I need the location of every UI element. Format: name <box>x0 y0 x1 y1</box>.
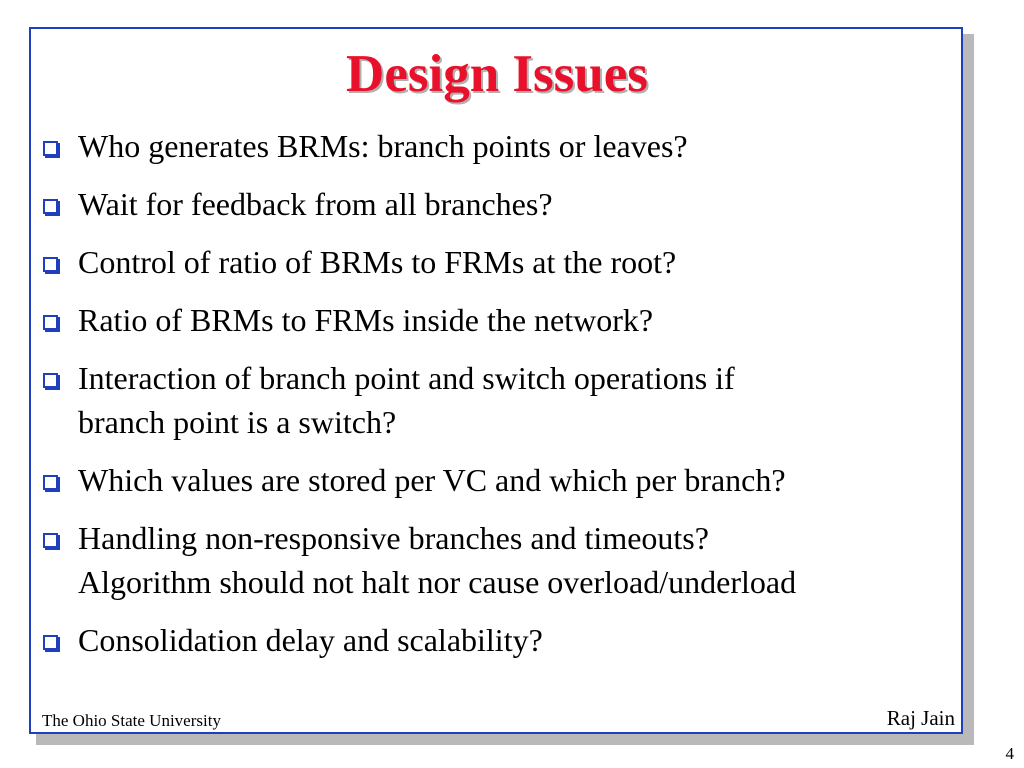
hollow-square-bullet-icon <box>43 141 58 156</box>
bullet-text-continuation: Algorithm should not halt nor cause overload/underload <box>78 564 797 600</box>
bullet-item <box>40 618 975 662</box>
footer-institution: The Ohio State University <box>42 711 221 730</box>
footer-author: Raj Jain <box>886 706 955 730</box>
bullet-item <box>40 298 975 342</box>
page-number: 4 <box>1005 744 1014 763</box>
bullet-text: Control of ratio of BRMs to FRMs at the root? <box>78 244 677 280</box>
hollow-square-bullet-icon <box>43 635 58 650</box>
bullet-item <box>40 458 975 502</box>
bullet-text: Who generates BRMs: branch points or leaves? <box>78 128 688 164</box>
bullet-text: Consolidation delay and scalability? <box>78 622 543 658</box>
bullet-text: Interaction of branch point and switch operations if <box>78 360 735 396</box>
bullet-item <box>40 182 975 226</box>
bullet-text: Which values are stored per VC and which per branch? <box>78 462 786 498</box>
bullet-text: Wait for feedback from all branches? <box>78 186 553 222</box>
bullet-text-continuation: branch point is a switch? <box>78 404 397 440</box>
bullet-text: Ratio of BRMs to FRMs inside the network? <box>78 302 654 338</box>
hollow-square-bullet-icon <box>43 199 58 214</box>
bullet-item <box>40 240 975 284</box>
bullet-item <box>40 356 975 444</box>
bullet-item <box>40 124 975 168</box>
hollow-square-bullet-icon <box>43 257 58 272</box>
hollow-square-bullet-icon <box>43 533 58 548</box>
hollow-square-bullet-icon <box>43 475 58 490</box>
slide-title: Design Issues <box>346 45 648 103</box>
bullet-list <box>40 124 975 676</box>
hollow-square-bullet-icon <box>43 315 58 330</box>
bullet-item <box>40 516 975 604</box>
hollow-square-bullet-icon <box>43 373 58 388</box>
bullet-text: Handling non-responsive branches and timeouts? <box>78 520 709 556</box>
